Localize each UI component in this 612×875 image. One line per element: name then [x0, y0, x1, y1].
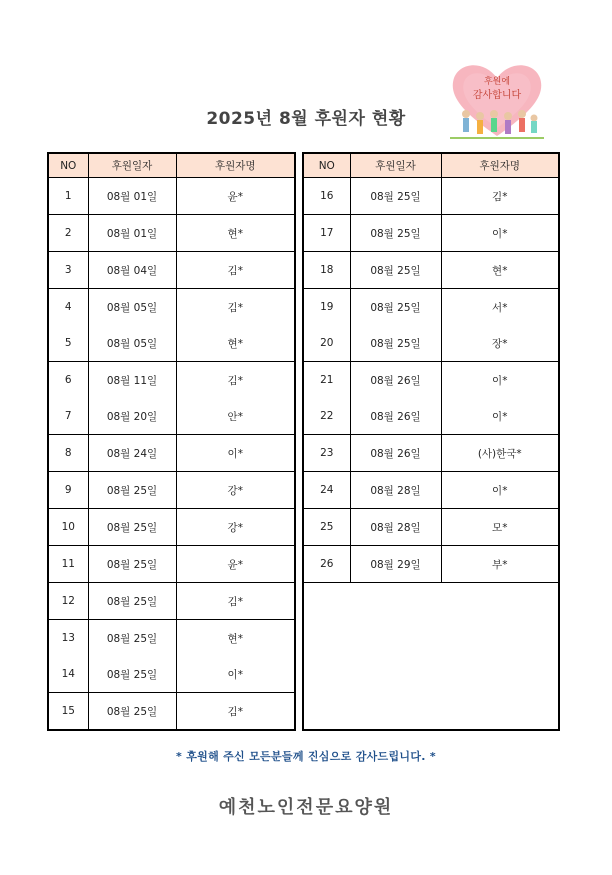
table-row: [48, 620, 295, 657]
cell-name: 부*: [441, 546, 559, 583]
heart-people-logo: [444, 58, 550, 144]
cell-no: 6: [48, 362, 88, 399]
cell-name: 윤*: [176, 546, 295, 583]
table-header-row: [303, 153, 559, 178]
cell-date: 08월 25일: [350, 178, 441, 215]
cell-name: 이*: [176, 656, 295, 693]
cell-date: 08월 25일: [88, 583, 176, 620]
svg-text:감사합니다: 감사합니다: [472, 90, 522, 101]
cell-date: 08월 25일: [88, 509, 176, 546]
table-row: [303, 178, 559, 215]
table-header-row: [48, 153, 295, 178]
table-row: [303, 546, 559, 583]
cell-date: 08월 25일: [350, 289, 441, 326]
cell-date: 08월 25일: [88, 693, 176, 731]
table-row: [303, 362, 559, 399]
header-no: NO: [303, 153, 350, 178]
cell-no: 18: [303, 252, 350, 289]
header-name: 후원자명: [441, 153, 559, 178]
organization-name: 예천노인전문요양원: [218, 797, 394, 818]
table-row: [303, 398, 559, 435]
cell-date: 08월 26일: [350, 435, 441, 472]
table-row: [303, 472, 559, 509]
cell-no: 3: [48, 252, 88, 289]
cell-no: 9: [48, 472, 88, 509]
cell-date: 08월 25일: [88, 546, 176, 583]
cell-no: 1: [48, 178, 88, 215]
cell-no: 13: [48, 620, 88, 657]
cell-date: 08월 26일: [350, 398, 441, 435]
thank-you-note: * 후원해 주신 모든분들께 진심으로 감사드립니다. *: [176, 750, 436, 763]
cell-date: 08월 04일: [88, 252, 176, 289]
table-row: [48, 289, 295, 326]
cell-date: 08월 26일: [350, 362, 441, 399]
table-row: [303, 435, 559, 472]
table-row: [303, 252, 559, 289]
cell-name: 이*: [441, 472, 559, 509]
page-title: 2025년 8월 후원자 현황: [206, 109, 406, 129]
header-name: 후원자명: [176, 153, 295, 178]
donor-table-right: [302, 152, 560, 731]
header-date: 후원일자: [350, 153, 441, 178]
cell-date: 08월 05일: [88, 289, 176, 326]
table-row: [48, 583, 295, 620]
cell-date: 08월 25일: [350, 252, 441, 289]
cell-name: 이*: [441, 362, 559, 399]
cell-no: 15: [48, 693, 88, 731]
cell-no: 24: [303, 472, 350, 509]
cell-no: 4: [48, 289, 88, 326]
empty-area: [303, 583, 559, 731]
cell-name: 이*: [441, 398, 559, 435]
cell-no: 2: [48, 215, 88, 252]
table-row: [48, 215, 295, 252]
table-row: [48, 178, 295, 215]
cell-no: 22: [303, 398, 350, 435]
table-row: [48, 362, 295, 399]
empty-filler-row: [303, 583, 559, 731]
cell-name: 모*: [441, 509, 559, 546]
cell-no: 8: [48, 435, 88, 472]
table-row: [48, 398, 295, 435]
cell-date: 08월 25일: [350, 325, 441, 362]
cell-name: 장*: [441, 325, 559, 362]
header-date: 후원일자: [88, 153, 176, 178]
cell-no: 23: [303, 435, 350, 472]
cell-name: 이*: [176, 435, 295, 472]
header-no: NO: [48, 153, 88, 178]
cell-no: 25: [303, 509, 350, 546]
cell-name: 서*: [441, 289, 559, 326]
cell-no: 26: [303, 546, 350, 583]
table-row: [303, 325, 559, 362]
table-row: [48, 435, 295, 472]
table-row: [48, 693, 295, 731]
cell-name: (사)한국*: [441, 435, 559, 472]
table-row: [48, 546, 295, 583]
cell-no: 12: [48, 583, 88, 620]
cell-no: 16: [303, 178, 350, 215]
cell-date: 08월 25일: [88, 472, 176, 509]
donor-table-left: [47, 152, 296, 731]
cell-date: 08월 25일: [88, 656, 176, 693]
table-row: [303, 289, 559, 326]
table-row: [48, 509, 295, 546]
cell-date: 08월 11일: [88, 362, 176, 399]
cell-date: 08월 01일: [88, 215, 176, 252]
cell-date: 08월 20일: [88, 398, 176, 435]
cell-name: 현*: [176, 620, 295, 657]
cell-name: 강*: [176, 472, 295, 509]
cell-no: 19: [303, 289, 350, 326]
cell-date: 08월 25일: [350, 215, 441, 252]
cell-date: 08월 01일: [88, 178, 176, 215]
cell-no: 10: [48, 509, 88, 546]
svg-text:후원에: 후원에: [483, 77, 511, 87]
cell-name: 현*: [176, 325, 295, 362]
cell-no: 17: [303, 215, 350, 252]
table-row: [48, 472, 295, 509]
cell-date: 08월 28일: [350, 472, 441, 509]
table-row: [303, 509, 559, 546]
cell-date: 08월 05일: [88, 325, 176, 362]
cell-date: 08월 25일: [88, 620, 176, 657]
cell-no: 7: [48, 398, 88, 435]
cell-name: 김*: [176, 289, 295, 326]
cell-name: 김*: [176, 583, 295, 620]
cell-name: 김*: [176, 252, 295, 289]
cell-no: 20: [303, 325, 350, 362]
table-row: [48, 325, 295, 362]
cell-no: 14: [48, 656, 88, 693]
cell-no: 5: [48, 325, 88, 362]
cell-name: 안*: [176, 398, 295, 435]
cell-date: 08월 28일: [350, 509, 441, 546]
cell-name: 현*: [441, 252, 559, 289]
cell-date: 08월 24일: [88, 435, 176, 472]
cell-name: 강*: [176, 509, 295, 546]
cell-name: 이*: [441, 215, 559, 252]
cell-no: 21: [303, 362, 350, 399]
cell-name: 현*: [176, 215, 295, 252]
cell-name: 김*: [441, 178, 559, 215]
cell-no: 11: [48, 546, 88, 583]
table-row: [48, 252, 295, 289]
table-row: [303, 215, 559, 252]
cell-date: 08월 29일: [350, 546, 441, 583]
cell-name: 김*: [176, 362, 295, 399]
table-row: [48, 656, 295, 693]
cell-name: 윤*: [176, 178, 295, 215]
cell-name: 김*: [176, 693, 295, 731]
